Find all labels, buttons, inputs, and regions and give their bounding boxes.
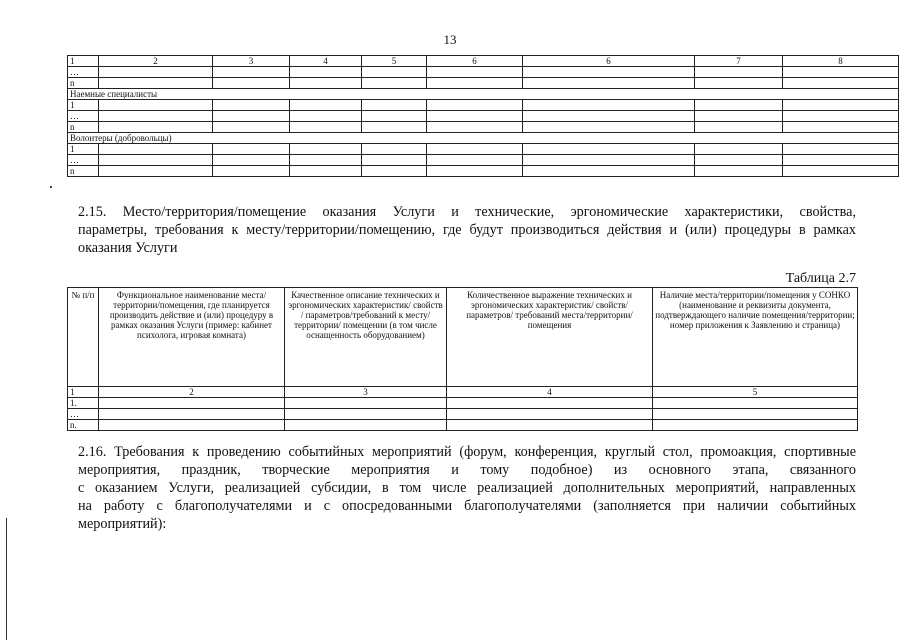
- row-index: n: [68, 78, 99, 89]
- scan-dot: [50, 186, 52, 188]
- premises-table: [67, 287, 858, 431]
- paragraph-line: оказания Услуги: [78, 240, 178, 256]
- table-row: [68, 67, 899, 78]
- paragraph-line: мероприятия, праздник, творческие мероприятия и тому подобное) из основного этапа, связанного: [78, 462, 856, 478]
- header-quality-description: Качественное описание технических и эргономических характеристик/ свойств / параметров/требований к месту/территории/ помещении (в том числе оснащенность оборудованием): [285, 288, 447, 387]
- staff-table: [67, 55, 899, 177]
- header-availability: Наличие места/территории/помещения у СОНКО (наименование и реквизиты документа, подтверждающего наличие помещения/территории; номер приложения к Заявлению и страница): [653, 288, 858, 387]
- table-number-row: [68, 387, 858, 398]
- row-index: …: [68, 67, 99, 78]
- row-index: n: [68, 166, 99, 177]
- col-number: 8: [783, 56, 899, 67]
- row-index: 1: [68, 144, 99, 155]
- col-number: 6: [523, 56, 695, 67]
- header-number: № п/п: [68, 288, 99, 387]
- col-number: 3: [285, 387, 447, 398]
- paragraph-2-16: [78, 443, 856, 533]
- col-number: 1: [68, 56, 99, 67]
- row-index: 1: [68, 100, 99, 111]
- row-index: 1.: [68, 398, 99, 409]
- col-number: 2: [99, 56, 213, 67]
- table-row: [68, 100, 899, 111]
- table-row: [68, 78, 899, 89]
- header-quantity-expression: Количественное выражение технических и эргономических характеристик/ свойств/ параметров/ требований места/территории/помещения: [447, 288, 653, 387]
- paragraph-line: 2.15. Место/территория/помещение оказания Услуги и технические, эргономические характеристики, свойства,: [78, 204, 856, 220]
- row-index: …: [68, 409, 99, 420]
- table-row: [68, 144, 899, 155]
- section-row: [68, 89, 899, 100]
- table-header-row: [68, 288, 858, 387]
- paragraph-line: мероприятий):: [78, 516, 167, 532]
- table-row: [68, 398, 858, 409]
- col-number: 5: [653, 387, 858, 398]
- table-row: [68, 122, 899, 133]
- col-number: 6: [427, 56, 523, 67]
- paragraph-line: параметры, требования к месту/территории/помещению, где будут производиться действия и (или) процедуры в рамках: [78, 222, 856, 238]
- row-index: n.: [68, 420, 99, 431]
- table-header-row: [68, 56, 899, 67]
- table-row: [68, 111, 899, 122]
- row-index: n: [68, 122, 99, 133]
- col-number: 5: [362, 56, 427, 67]
- row-index: …: [68, 155, 99, 166]
- table-row: [68, 409, 858, 420]
- paragraph-line: на работу с благополучателями и с опосредованными благополучателями (заполняется при наличии событийных: [78, 498, 856, 514]
- paragraph-line: 2.16. Требования к проведению событийных мероприятий (форум, конференция, круглый стол, промоакция, спортивные: [78, 444, 856, 460]
- col-number: 1: [68, 387, 99, 398]
- section-volunteers: Волонтеры (добровольцы): [68, 133, 899, 144]
- col-number: 7: [695, 56, 783, 67]
- page-number: 13: [443, 32, 457, 47]
- col-number: 2: [99, 387, 285, 398]
- section-hired-specialists: Наемные специалисты: [68, 89, 899, 100]
- table-row: [68, 166, 899, 177]
- paragraph-line: с оказанием Услуги, реализацией субсидии, в том числе реализацией дополнительных мероприятий, направленных: [78, 480, 856, 496]
- table-row: [68, 155, 899, 166]
- header-functional-name: Функциональное наименование места/территории/помещения, где планируется производить действие и (или) процедуру в рамках оказания Услуги (пример: кабинет психолога, игровая комната): [99, 288, 285, 387]
- table-row: [68, 420, 858, 431]
- paragraph-2-15: [78, 203, 856, 257]
- row-index: …: [68, 111, 99, 122]
- col-number: 4: [447, 387, 653, 398]
- col-number: 4: [290, 56, 362, 67]
- section-row: [68, 133, 899, 144]
- col-number: 3: [213, 56, 290, 67]
- table-caption: Таблица 2.7: [785, 271, 856, 286]
- scan-margin-line: [6, 518, 7, 640]
